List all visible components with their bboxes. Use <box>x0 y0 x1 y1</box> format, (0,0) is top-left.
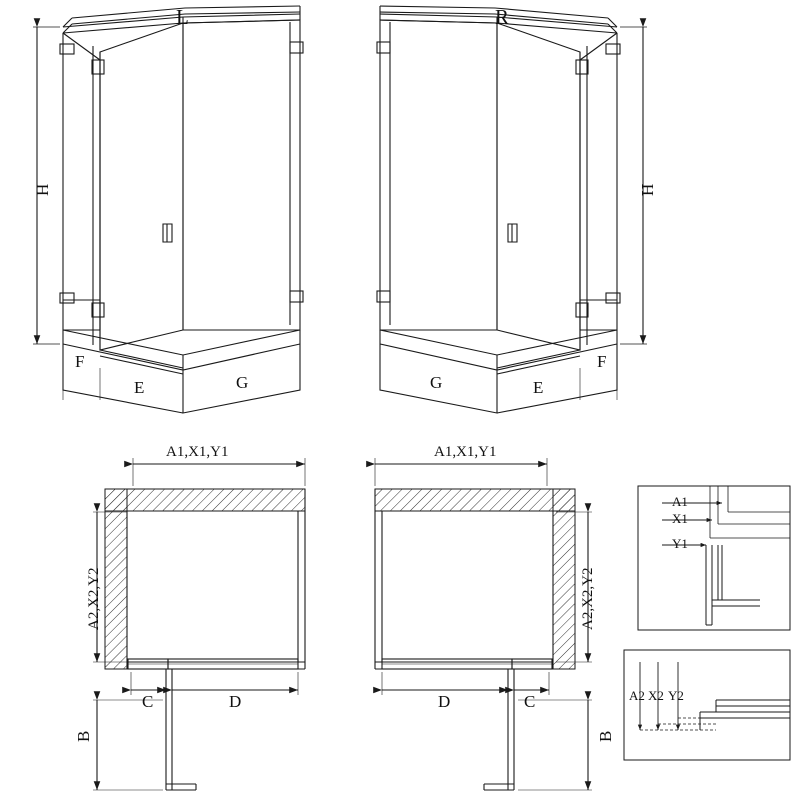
iso-left-label-g: G <box>236 373 249 392</box>
plan-right-side-dim: A2,X2,Y2 <box>580 567 596 630</box>
plan-left-dim-d: D <box>229 692 242 711</box>
plan-right-dim-b: B <box>596 730 615 742</box>
plan-left-side-dim: A2,X2,Y2 <box>86 567 102 630</box>
detail-top-dim-x1: X1 <box>672 511 688 526</box>
height-dim-right: H <box>638 183 657 196</box>
plan-right-dim-c: C <box>524 692 536 711</box>
iso-right-label-e: E <box>533 378 544 397</box>
detail-bottom-dim-x2: X2 <box>648 688 664 703</box>
plan-right-top-dim: A1,X1,Y1 <box>434 444 497 460</box>
detail-top-dim-a1: A1 <box>672 494 688 509</box>
detail-bottom-dim-y2: Y2 <box>668 688 684 703</box>
iso-left-label-e: E <box>134 378 145 397</box>
view-label-right: R <box>495 5 510 29</box>
detail-top-dim-y1: Y1 <box>672 536 688 551</box>
detail-bottom-dim-a2: A2 <box>629 688 645 703</box>
plan-right-dim-d: D <box>438 692 451 711</box>
plan-left-top-dim: A1,X1,Y1 <box>166 444 229 460</box>
view-label-left: L <box>176 5 189 29</box>
iso-right-label-f: F <box>597 352 607 371</box>
plan-left-dim-c: C <box>142 692 154 711</box>
plan-left-dim-b: B <box>74 730 93 742</box>
height-dim-left: H <box>33 183 52 196</box>
iso-right-label-g: G <box>430 373 443 392</box>
iso-left-label-f: F <box>75 352 85 371</box>
